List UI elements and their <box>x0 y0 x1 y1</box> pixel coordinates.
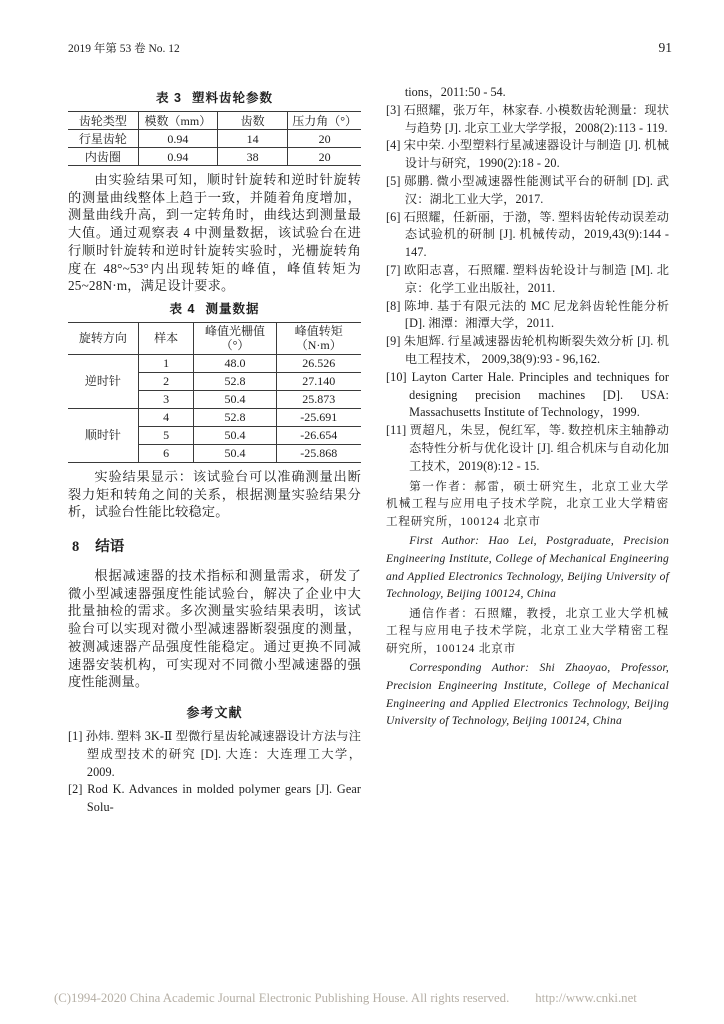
cell: 26.526 <box>276 354 361 372</box>
first-author-note-en: First Author: Hao Lei, Postgraduate, Precision Engineering Institute, College of Mechanical Engineering and Applied Electronics Technology, Beijing University of Technology, Beijing 100124, China <box>386 534 669 601</box>
cell: 0.94 <box>138 130 217 148</box>
reference-entry: [6] 石照耀，任新丽，于渤，等. 塑料齿轮传动误差动态试验机的研制 [J]. 机械传动，2019,43(9):144 - 147. <box>386 209 669 260</box>
table4-caption-title: 测量数据 <box>205 301 260 316</box>
cell: 1 <box>138 354 194 372</box>
cell: 14 <box>217 130 287 148</box>
reference-entry: [4] 宋中荣. 小型塑料行星减速器设计与制造 [J]. 机械设计与研究，1990(2):18 - 20. <box>386 138 669 171</box>
table-row <box>68 148 361 166</box>
cell: 2 <box>138 372 194 390</box>
section-heading-conclusion <box>72 535 361 556</box>
reference-entry: [11] 贾超凡，朱昱，倪红军，等. 数控机床主轴静动态特性分析与优化设计 [J]. 组合机床与自动化加工技术，2019(8):12 - 15. <box>386 423 669 473</box>
table-row <box>68 130 361 148</box>
cell: 内齿圈 <box>68 148 138 166</box>
col-header: 峰值转矩（N·m） <box>276 322 361 354</box>
reference-entry: [3] 石照耀，张万年，林家春. 小模数齿轮测量：现状与趋势 [J]. 北京工业大学学报，2008(2):113 - 119. <box>386 102 669 135</box>
page-number: 91 <box>658 40 672 55</box>
col-header: 压力角（°） <box>288 112 361 130</box>
cell: 25.873 <box>276 390 361 408</box>
col-header: 样本 <box>138 322 194 354</box>
cell: 38 <box>217 148 287 166</box>
reference-entry: [9] 朱旭辉. 行星减速器齿轮机构断裂失效分析 [J]. 机电工程技术， 2009,38(9):93 - 96,162. <box>386 334 669 366</box>
cell: 52.8 <box>194 372 276 390</box>
direction-label: 顺时针 <box>84 428 121 443</box>
col-header: 峰值光栅值（°） <box>194 322 276 354</box>
cell: 4 <box>138 408 194 426</box>
two-column-layout <box>68 84 669 817</box>
cell: -25.868 <box>276 444 361 462</box>
cell: 20 <box>288 130 361 148</box>
cell: 50.4 <box>194 390 276 408</box>
footer-url: http://www.cnki.net <box>535 991 637 1005</box>
first-author-note-cn: 第一作者：郝雷，硕士研究生，北京工业大学机械工程与应用电子技术学院，北京工业大学精密工程研究所，100124 北京市 <box>386 479 669 528</box>
col-header: 模数（mm） <box>138 112 217 130</box>
cell: 50.4 <box>194 426 276 444</box>
cell-direction <box>68 408 138 462</box>
table4-caption <box>68 299 361 317</box>
table-row <box>68 322 361 354</box>
page-header <box>68 40 672 56</box>
table3-caption-title: 塑料齿轮参数 <box>191 91 273 105</box>
page-footer <box>54 991 684 1006</box>
reference-entry: [10] Layton Carter Hale. Principles and techniques for designing precision machines [D]. USA: Massachusetts Institute of Technology，1999. <box>386 369 669 420</box>
direction-label: 逆时针 <box>84 374 121 389</box>
table-row <box>68 112 361 130</box>
table-row <box>68 408 361 426</box>
cell: 48.0 <box>194 354 276 372</box>
section-number: 8 <box>72 539 80 556</box>
cell: -25.691 <box>276 408 361 426</box>
col-header: 齿数 <box>217 112 287 130</box>
right-column <box>386 84 669 817</box>
reference-entry: [7] 欧阳志喜，石照耀. 塑料齿轮设计与制造 [M]. 北京：化学工业出版社，2011. <box>386 262 669 295</box>
section-title: 结语 <box>95 539 125 556</box>
cell: 3 <box>138 390 194 408</box>
col-header: 旋转方向 <box>68 322 138 354</box>
cell: 50.4 <box>194 444 276 462</box>
table-row <box>68 354 361 372</box>
cell-direction <box>68 354 138 408</box>
cell: -26.654 <box>276 426 361 444</box>
reference-entry: [1] 孙炜. 塑料 3K-Ⅱ 型微行星齿轮减速器设计方法与注塑成型技术的研究 [D]. 大连：大连理工大学，2009. <box>68 728 361 779</box>
col-header: 齿轮类型 <box>68 112 138 130</box>
table3-caption <box>68 88 361 106</box>
paragraph-experiment-results: 由实验结果可知，顺时针旋转和逆时针旋转的测量曲线整体上趋于一致，并随着角度增加，测量曲线升高，到一定转角时，曲线达到测量最大值。通过观察表 4 中测量数据，该试验台在进行顺时针旋转和逆时针旋转实验时，光栅旋转角度在 48°~53°内出现转矩的峰值，峰值转矩为 25~28N·m，满足设计要求。 <box>68 172 361 294</box>
left-column <box>68 84 361 817</box>
reference-entry: [5] 郧鹏. 微小型减速器性能测试平台的研制 [D]. 武汉：湖北工业大学，2017. <box>386 173 669 206</box>
cell: 行星齿轮 <box>68 130 138 148</box>
corresponding-author-note-en: Corresponding Author: Shi Zhaoyao, Professor, Precision Engineering Institute, College of Mechanical Engineering and Applied Electronics Technology, Beijing University of Technology, Beijing 100124, China <box>386 661 669 728</box>
table-measurement-data <box>68 322 361 463</box>
references-heading: 参考文献 <box>186 704 243 720</box>
reference-continuation: tions，2011:50 - 54. <box>404 85 506 99</box>
paragraph-conclusion: 根据减速器的技术指标和测量需求，研发了微小型减速器强度性能试验台，解决了企业中大批量抽检的需求。多次测量实验结果表明，该试验台可以实现对微小型减速器断裂强度的测量，被测减速器产品强度性能稳定。通过更换不同减速器安装机构，可实现对不同微小型减速器的强度性能测量。 <box>68 568 361 690</box>
cell: 52.8 <box>194 408 276 426</box>
corresponding-author-note-cn: 通信作者：石照耀，教授，北京工业大学机械工程与应用电子技术学院，北京工业大学精密工程研究所，100124 北京市 <box>386 606 669 655</box>
table4-caption-number: 表 4 <box>169 301 196 316</box>
paragraph-results-summary: 实验结果显示：该试验台可以准确测量出断裂力矩和转角之间的关系，根据测量实验结果分析，试验台性能比较稳定。 <box>68 468 361 520</box>
reference-entry: [8] 陈坤. 基于有限元法的 MC 尼龙斜齿轮性能分析 [D]. 湘潭：湘潭大学，2011. <box>386 298 669 331</box>
table3-caption-number: 表 3 <box>156 91 182 105</box>
cell: 20 <box>288 148 361 166</box>
table-plastic-gear-params <box>68 111 361 166</box>
journal-issue-info: 2019 年第 53 卷 No. 12 <box>68 43 180 55</box>
cell: 0.94 <box>138 148 217 166</box>
reference-entry: [2] Rod K. Advances in molded polymer gears [J]. Gear Solu- <box>68 782 361 815</box>
cell: 5 <box>138 426 194 444</box>
cell: 6 <box>138 444 194 462</box>
cell: 27.140 <box>276 372 361 390</box>
copyright-text: (C)1994-2020 China Academic Journal Electronic Publishing House. All rights reserved. <box>54 991 510 1005</box>
